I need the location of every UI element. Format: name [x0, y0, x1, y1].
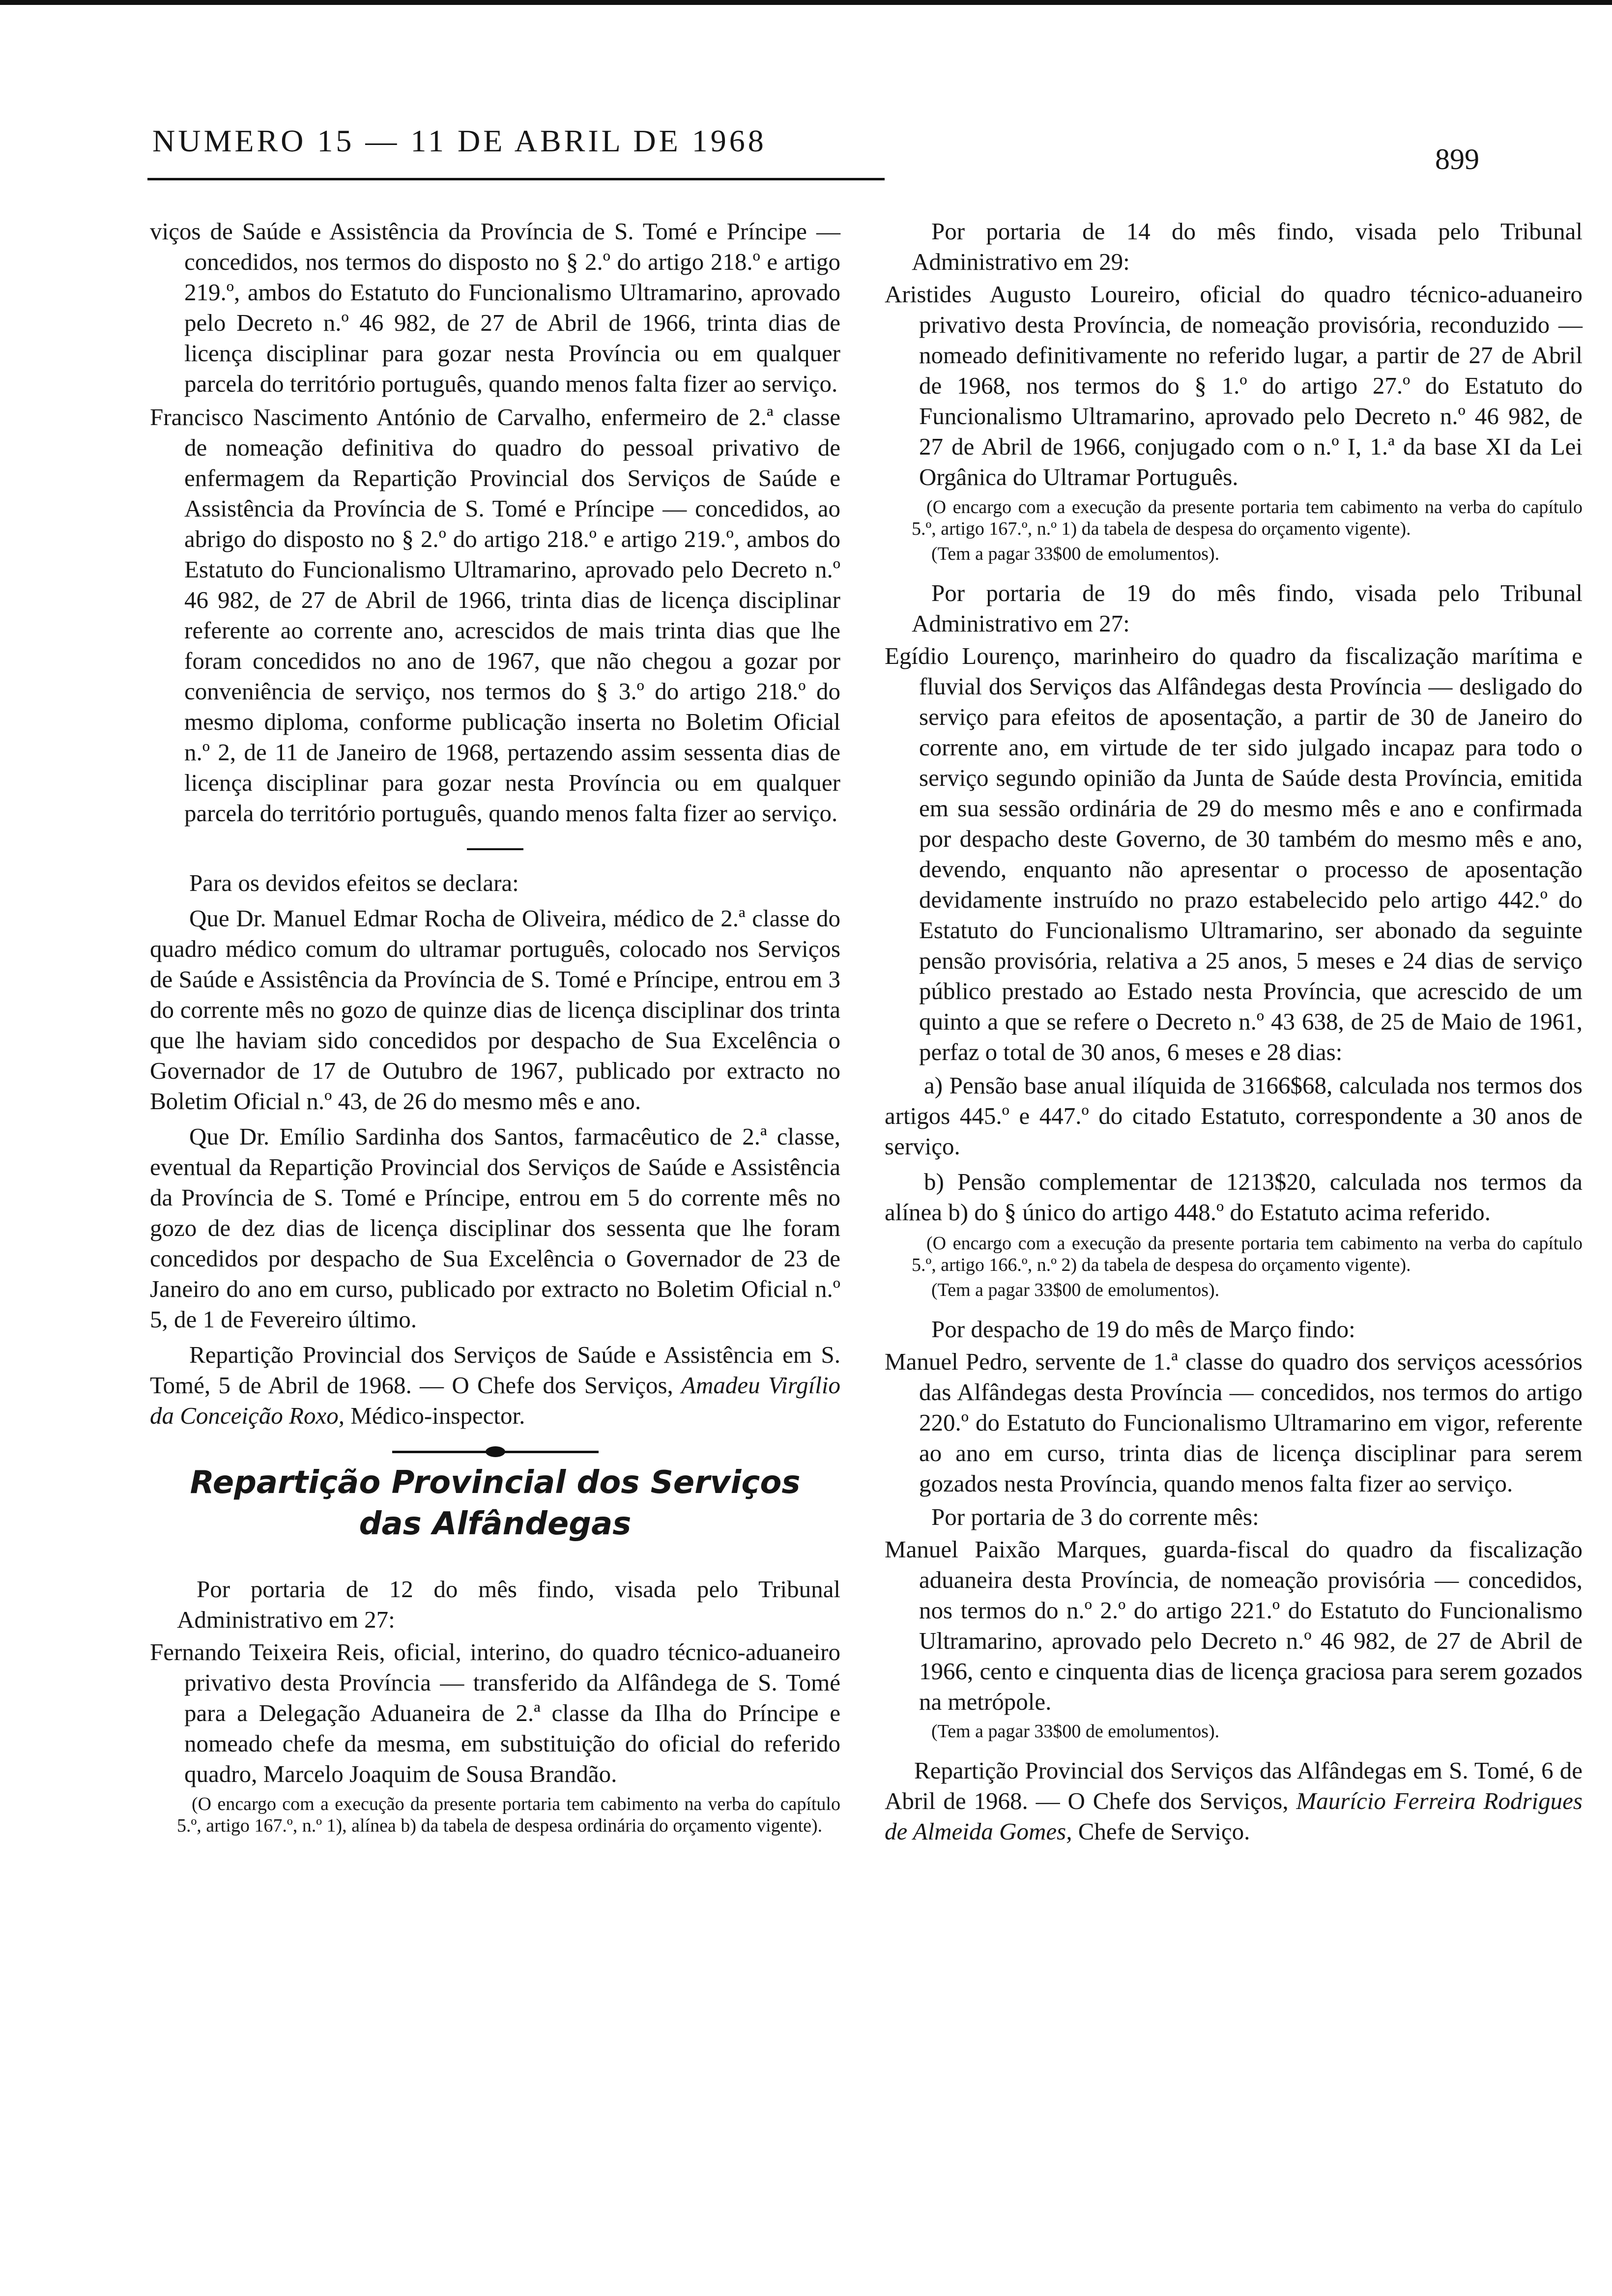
- right-despacho-intro: Por despacho de 19 do mês de Março findo:: [931, 1316, 1355, 1343]
- left-paragraph-2: Francisco Nascimento António de Carvalho, enfermeiro de 2.ª classe de nomeação definitiva do quadro do pessoal privativo de enfermagem da Repartição Provincial dos Serviços de Saúde e Assistência da Província de S. Tomé e Príncipe — concedidos, ao abrigo do disposto no § 2.º do artigo 218.º e artigo 219.º, ambos do Estatuto do Funcionalismo Ultramarino, aprovado pelo Decreto n.º 46 982, de 27 de Abril de 1966, trinta dias de licença disciplinar referente ao corrente ano, acrescidos de mais trinta dias que lhe foram concedidos no ano de 1967, que não chegou a gozar por conveniência de serviço, nos termos do § 3.º do artigo 218.º do mesmo diploma, conforme publicação inserta no Boletim Oficial n.º 2, de 11 de Janeiro de 1968, pertazendo assim sessenta dias de licença disciplinar para gozar nesta Província ou em qualquer parcela do território português, quando menos falta fizer ao serviço.: [150, 403, 840, 827]
- right-emolumentos-1: (Tem a pagar 33$00 de emolumentos).: [931, 544, 1220, 564]
- left-column: [150, 216, 840, 1839]
- signature-role: Chefe de Serviço.: [1078, 1818, 1250, 1845]
- section-heading-line-1: Repartição Provincial dos Serviços: [190, 1464, 801, 1501]
- top-border: [0, 0, 1612, 5]
- left-portaria-intro: Por portaria de 12 do mês findo, visada pelo Tribunal Administrativo em 27:: [177, 1576, 840, 1633]
- right-emolumentos-3: (Tem a pagar 33$00 de emolumentos).: [931, 1721, 1220, 1742]
- right-pension-a: a) Pensão base anual ilíquida de 3166$68, calculada nos termos dos artigos 445.º e 447.º do citado Estatuto, correspondente a 30 anos de serviço.: [885, 1072, 1583, 1160]
- left-paragraph-1: viços de Saúde e Assistência da Província de S. Tomé e Príncipe — concedidos, nos termos do disposto no § 2.º do artigo 218.º e artigo 219.º, ambos do Estatuto do Funcionalismo Ultramarino, aprovado pelo Decreto n.º 46 982, de 27 de Abril de 1966, trinta dias de licença disciplinar para gozar nesta Província ou em qualquer parcela do território português, quando menos falta fizer ao serviço.: [150, 218, 840, 397]
- right-paragraph-marques: Manuel Paixão Marques, guarda-fiscal do quadro da fiscalização aduaneira desta Província, de nomeação provisória — concedidos, nos termos do n.º 2.º do artigo 221.º do Estatuto do Funcionalismo Ultramarino, aprovado pelo Decreto n.º 46 982, de 27 de Abril de 1966, cento e cinquenta dias de licença graciosa para serem gozados na metrópole.: [885, 1536, 1583, 1715]
- right-paragraph-pedro: Manuel Pedro, servente de 1.ª classe do quadro dos serviços acessórios das Alfândegas desta Província — concedidos, nos termos do artigo 220.º do Estatuto do Funcionalismo Ultramarino em vigor, referente ao ano em curso, trinta dias de licença disciplinar para serem gozados nesta Província, quando menos falta fizer ao serviço.: [885, 1348, 1583, 1497]
- section-separator: [392, 1451, 599, 1453]
- closing-text: Repartição Provincial dos Serviços de Saúde e Assistência em S. Tomé, 5 de Abril de 1968. — O Chefe dos Serviços,: [150, 1341, 840, 1399]
- signature-role: Médico-inspector.: [350, 1402, 525, 1429]
- right-column: [885, 216, 1583, 1854]
- section-heading: [150, 1462, 840, 1545]
- right-portaria-intro-3: Por portaria de 3 do corrente mês:: [931, 1503, 1259, 1530]
- right-portaria-intro-1: Por portaria de 14 do mês findo, visada pelo Tribunal Administrativo em 29:: [912, 218, 1583, 275]
- left-paragraph-reis: Fernando Teixeira Reis, oficial, interino, do quadro técnico-aduaneiro privativo desta Província — transferido da Alfândega de S. Tomé para a Delegação Aduaneira de 2.ª classe da Ilha do Príncipe e nomeado chefe da mesma, em substituição do oficial do referido quadro, Marcelo Joaquim de Sousa Brandão.: [150, 1638, 840, 1787]
- signature: Amadeu Virgílio da Conceição Roxo,: [150, 1372, 840, 1429]
- right-pension-b: b) Pensão complementar de 1213$20, calculada nos termos da alínea b) do § único do artigo 448.º do Estatuto acima referido.: [885, 1168, 1583, 1226]
- right-paragraph-lourenco: Egídio Lourenço, marinheiro do quadro da fiscalização marítima e fluvial dos Serviços das Alfândegas desta Província — desligado do serviço para efeitos de aposentação, a partir de 30 de Janeiro do corrente ano, em virtude de ter sido julgado incapaz para todo o serviço segundo opinião da Junta de Saúde desta Província, emitida em sua sessão ordinária de 29 do mesmo mês e ano e confirmada por despacho deste Governo, de 30 também do mesmo mês e ano, devendo, enquanto não apresentar o processo de aposentação devidamente instruído no prazo estabelecido pelo artigo 442.º do Estatuto do Funcionalismo Ultramarino, ser abonado da seguinte pensão provisória, relativa a 25 anos, 5 meses e 24 dias de serviço público prestado ao Estado nesta Província, que acrescido de um quinto a que se refere o Decreto n.º 43 638, de 25 de Maio de 1961, perfaz o total de 30 anos, 6 meses e 28 dias:: [885, 642, 1583, 1065]
- right-paragraph-loureiro: Aristides Augusto Loureiro, oficial do quadro técnico-aduaneiro privativo desta Província, de nomeação provisória, reconduzido — nomeado definitivamente no referido lugar, a partir de 27 de Abril de 1968, nos termos do § 1.º do artigo 27.º do Estatuto do Funcionalismo Ultramarino, aprovado pelo Decreto n.º 46 982, de 27 de Abril de 1966, conjugado com o n.º I, 1.ª da base XI da Lei Orgânica do Ultramar Português.: [885, 281, 1583, 490]
- page-number: 899: [1435, 143, 1479, 175]
- page-header: [147, 103, 1479, 175]
- issue-title: NUMERO 15 — 11 DE ABRIL DE 1968: [152, 123, 767, 158]
- left-declaration-intro: Para os devidos efeitos se declara:: [189, 869, 519, 896]
- right-footnote-2: (O encargo com a execução da presente portaria tem cabimento na verba do capítulo 5.º, artigo 166.º, n.º 2) da tabela de despesa do orçamento vigente).: [912, 1233, 1583, 1275]
- section-heading-line-2: das Alfândegas: [359, 1506, 632, 1542]
- left-declaration-2: Que Dr. Emílio Sardinha dos Santos, farmacêutico de 2.ª classe, eventual da Repartição Provincial dos Serviços de Saúde e Assistência da Província de S. Tomé e Príncipe, entrou em 5 do corrente mês no gozo de dez dias de licença disciplinar dos sessenta que lhe foram concedidos por despacho de Sua Excelência o Governador de 23 de Janeiro do ano em curso, publicado por extracto no Boletim Oficial n.º 5, de 1 de Fevereiro último.: [150, 1123, 840, 1333]
- right-closing: [885, 1755, 1583, 1847]
- left-declaration-1: Que Dr. Manuel Edmar Rocha de Oliveira, médico de 2.ª classe do quadro médico comum do ultramar português, colocado nos Serviços de Saúde e Assistência da Província de S. Tomé e Príncipe, entrou em 3 do corrente mês no gozo de quinze dias de licença disciplinar dos trinta que lhe haviam sido concedidos por despacho de Sua Excelência o Governador de 17 de Outubro de 1967, publicado por extracto no Boletim Oficial n.º 43, de 26 do mesmo mês e ano.: [150, 905, 840, 1115]
- right-footnote-1: (O encargo com a execução da presente portaria tem cabimento na verba do capítulo 5.º, artigo 167.º, n.º 1) da tabela de despesa do orçamento vigente).: [912, 497, 1583, 539]
- left-footnote: (O encargo com a execução da presente portaria tem cabimento na verba do capítulo 5.º, artigo 167.º, n.º 1), alínea b) da tabela de despesa ordinária do orçamento vigente).: [177, 1794, 840, 1836]
- header-rule: [147, 178, 885, 180]
- left-closing: [150, 1340, 840, 1431]
- short-separator: [467, 848, 523, 850]
- right-portaria-intro-2: Por portaria de 19 do mês findo, visada pelo Tribunal Administrativo em 27:: [912, 579, 1583, 637]
- right-emolumentos-2: (Tem a pagar 33$00 de emolumentos).: [931, 1280, 1220, 1300]
- closing-text: Repartição Provincial dos Serviços das Alfândegas em S. Tomé, 6 de Abril de 1968. — O Chefe dos Serviços,: [885, 1757, 1583, 1814]
- signature: Maurício Ferreira Rodrigues de Almeida Gomes,: [885, 1787, 1583, 1845]
